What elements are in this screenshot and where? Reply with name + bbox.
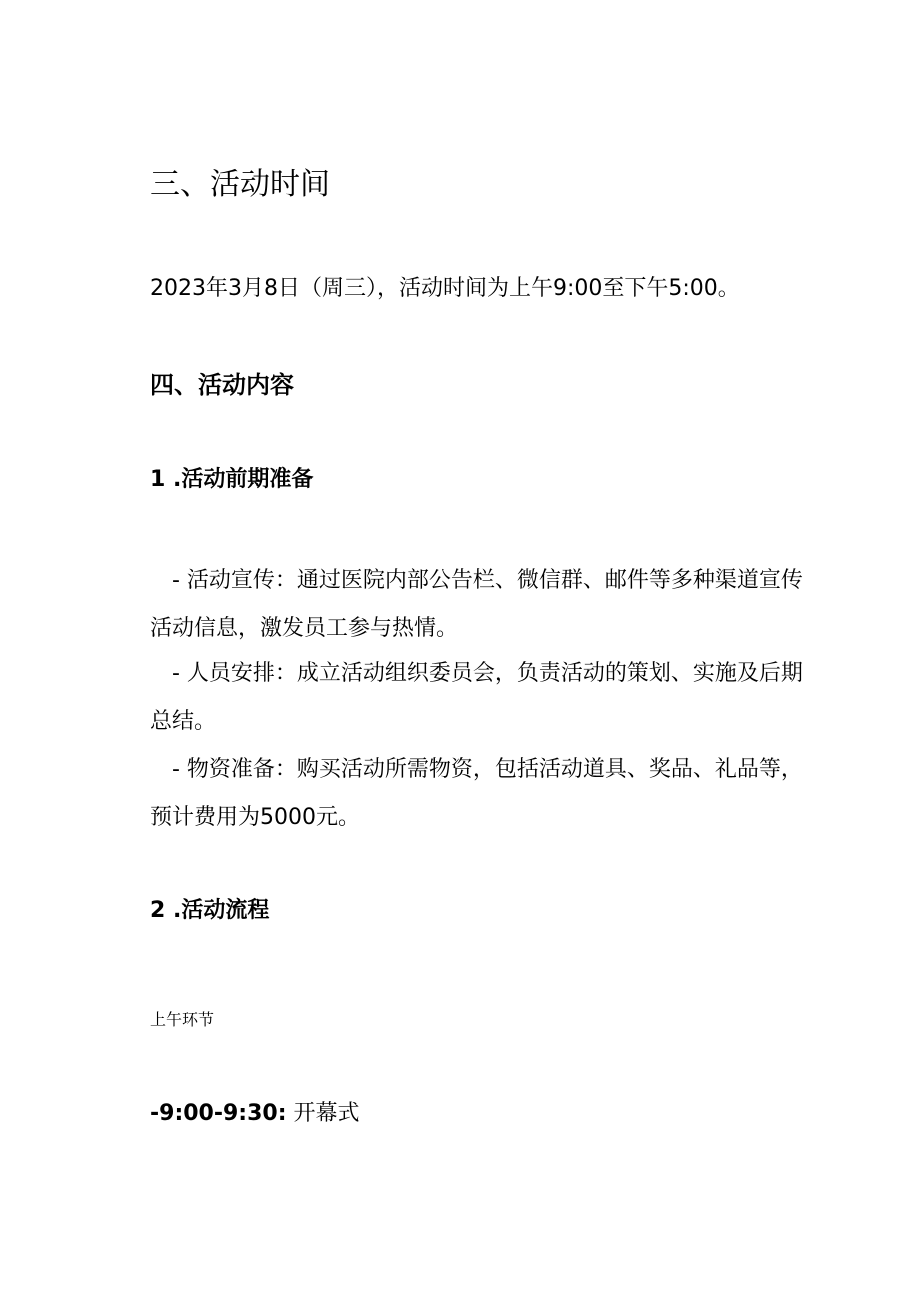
prep-item-staffing: - 人员安排：成立活动组织委员会，负责活动的策划、实施及后期总结。	[150, 661, 803, 734]
agenda-time: -9:00-9:30:	[150, 1101, 287, 1126]
activity-date-text: 2023年3月8日（周三），活动时间为上午9:00至下午5:00。	[150, 276, 740, 301]
subheading-preparation: 1 .活动前期准备	[150, 467, 314, 492]
section-heading-activity-content: 四、活动内容	[150, 371, 294, 399]
morning-session-label: 上午环节	[150, 1010, 215, 1029]
prep-item-publicity: - 活动宣传：通过医院内部公告栏、微信群、邮件等多种渠道宣传活动信息，激发员工参与热情。	[150, 568, 803, 641]
section-heading-activity-time: 三、活动时间	[150, 167, 330, 202]
subheading-process: 2 .活动流程	[150, 898, 270, 923]
agenda-item-opening	[150, 1097, 360, 1131]
agenda-title: 开幕式	[293, 1101, 360, 1126]
prep-item-materials: - 物资准备：购买活动所需物资，包括活动道具、奖品、礼品等，预计费用为5000元。	[150, 757, 803, 830]
